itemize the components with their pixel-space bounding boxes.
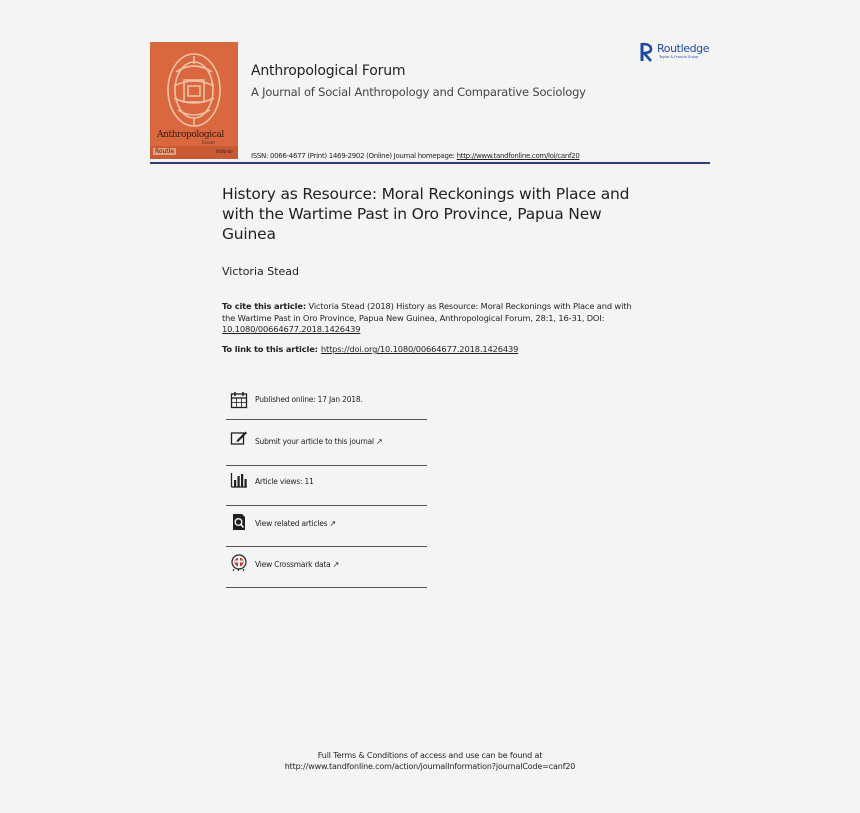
crossmark-icon bbox=[230, 554, 248, 572]
footer-terms-text: Full Terms & Conditions of access and use can be found at bbox=[317, 751, 543, 760]
article-link[interactable]: https://doi.org/10.1080/00664677.2018.1426439 bbox=[320, 344, 519, 354]
link-block bbox=[222, 344, 642, 354]
info-divider bbox=[226, 546, 427, 547]
footer bbox=[0, 750, 860, 772]
cover-publisher: Routle bbox=[155, 148, 175, 155]
crossmark-item[interactable] bbox=[226, 548, 427, 588]
publisher-name: Routledge bbox=[657, 42, 710, 55]
submit-article-link[interactable] bbox=[255, 437, 382, 446]
citation-block bbox=[222, 301, 642, 336]
cover-issn: ISSN/Vol bbox=[216, 149, 233, 154]
article-author: Victoria Stead bbox=[222, 265, 300, 278]
info-divider bbox=[226, 505, 427, 506]
article-views-item bbox=[226, 466, 427, 506]
routledge-r-icon bbox=[640, 42, 654, 62]
journal-homepage-link[interactable]: http://www.tandfonline.com/loi/canf20 bbox=[456, 152, 580, 160]
external-link-icon: ↗ bbox=[332, 560, 340, 569]
journal-subtitle: A Journal of Social Anthropology and Comparative Sociology bbox=[251, 85, 586, 99]
journal-title: Anthropological Forum bbox=[251, 63, 406, 79]
article-views-text: Article views: 11 bbox=[255, 477, 314, 486]
info-divider bbox=[226, 419, 427, 420]
submit-article-item[interactable] bbox=[226, 426, 427, 466]
info-divider bbox=[226, 587, 427, 588]
footer-terms-link[interactable]: http://www.tandfonline.com/action/journalInformation?journalCode=canf20 bbox=[284, 762, 576, 771]
publisher-logo bbox=[640, 42, 715, 64]
external-link-icon: ↗ bbox=[375, 437, 383, 446]
cover-subtitle: Forum bbox=[202, 140, 215, 145]
journal-cover-image bbox=[150, 42, 238, 159]
header-divider bbox=[150, 162, 710, 164]
article-title: History as Resource: Moral Reckonings with Place and with the Wartime Past in Oro Province, Papua New Guinea bbox=[222, 185, 630, 243]
edit-icon bbox=[230, 429, 248, 447]
publisher-tagline: Taylor & Francis Group bbox=[659, 55, 699, 59]
published-online-text: Published online: 17 Jan 2018. bbox=[255, 395, 363, 404]
issn-text: ISSN: 0066-4677 (Print) 1469-2902 (Online) Journal homepage: bbox=[251, 152, 457, 160]
cite-label: To cite this article: bbox=[222, 301, 306, 311]
bar-chart-icon bbox=[230, 471, 248, 489]
external-link-icon: ↗ bbox=[329, 519, 336, 528]
cover-title: Anthropological bbox=[157, 130, 224, 140]
submit-article-label: Submit your article to this journal bbox=[255, 437, 374, 446]
issn-line bbox=[251, 152, 580, 160]
link-label: To link to this article: bbox=[222, 344, 318, 354]
cite-text: Victoria Stead (2018) History as Resource: Moral Reckonings with Place and with the Wartime Past in Oro Province, Papua New Guinea, Anthropological Forum, 28:1, 16-31, DOI: bbox=[222, 301, 632, 323]
doi-link[interactable]: 10.1080/00664677.2018.1426439 bbox=[222, 324, 361, 334]
related-articles-item[interactable] bbox=[226, 507, 427, 547]
crossmark-label: View Crossmark data bbox=[255, 560, 331, 569]
crossmark-link[interactable] bbox=[255, 560, 339, 569]
related-articles-label: View related articles bbox=[255, 519, 328, 528]
related-articles-link[interactable] bbox=[255, 519, 336, 528]
published-online-item bbox=[226, 380, 427, 420]
search-document-icon bbox=[230, 513, 248, 531]
cover-artwork bbox=[150, 42, 238, 159]
calendar-icon bbox=[230, 391, 248, 409]
